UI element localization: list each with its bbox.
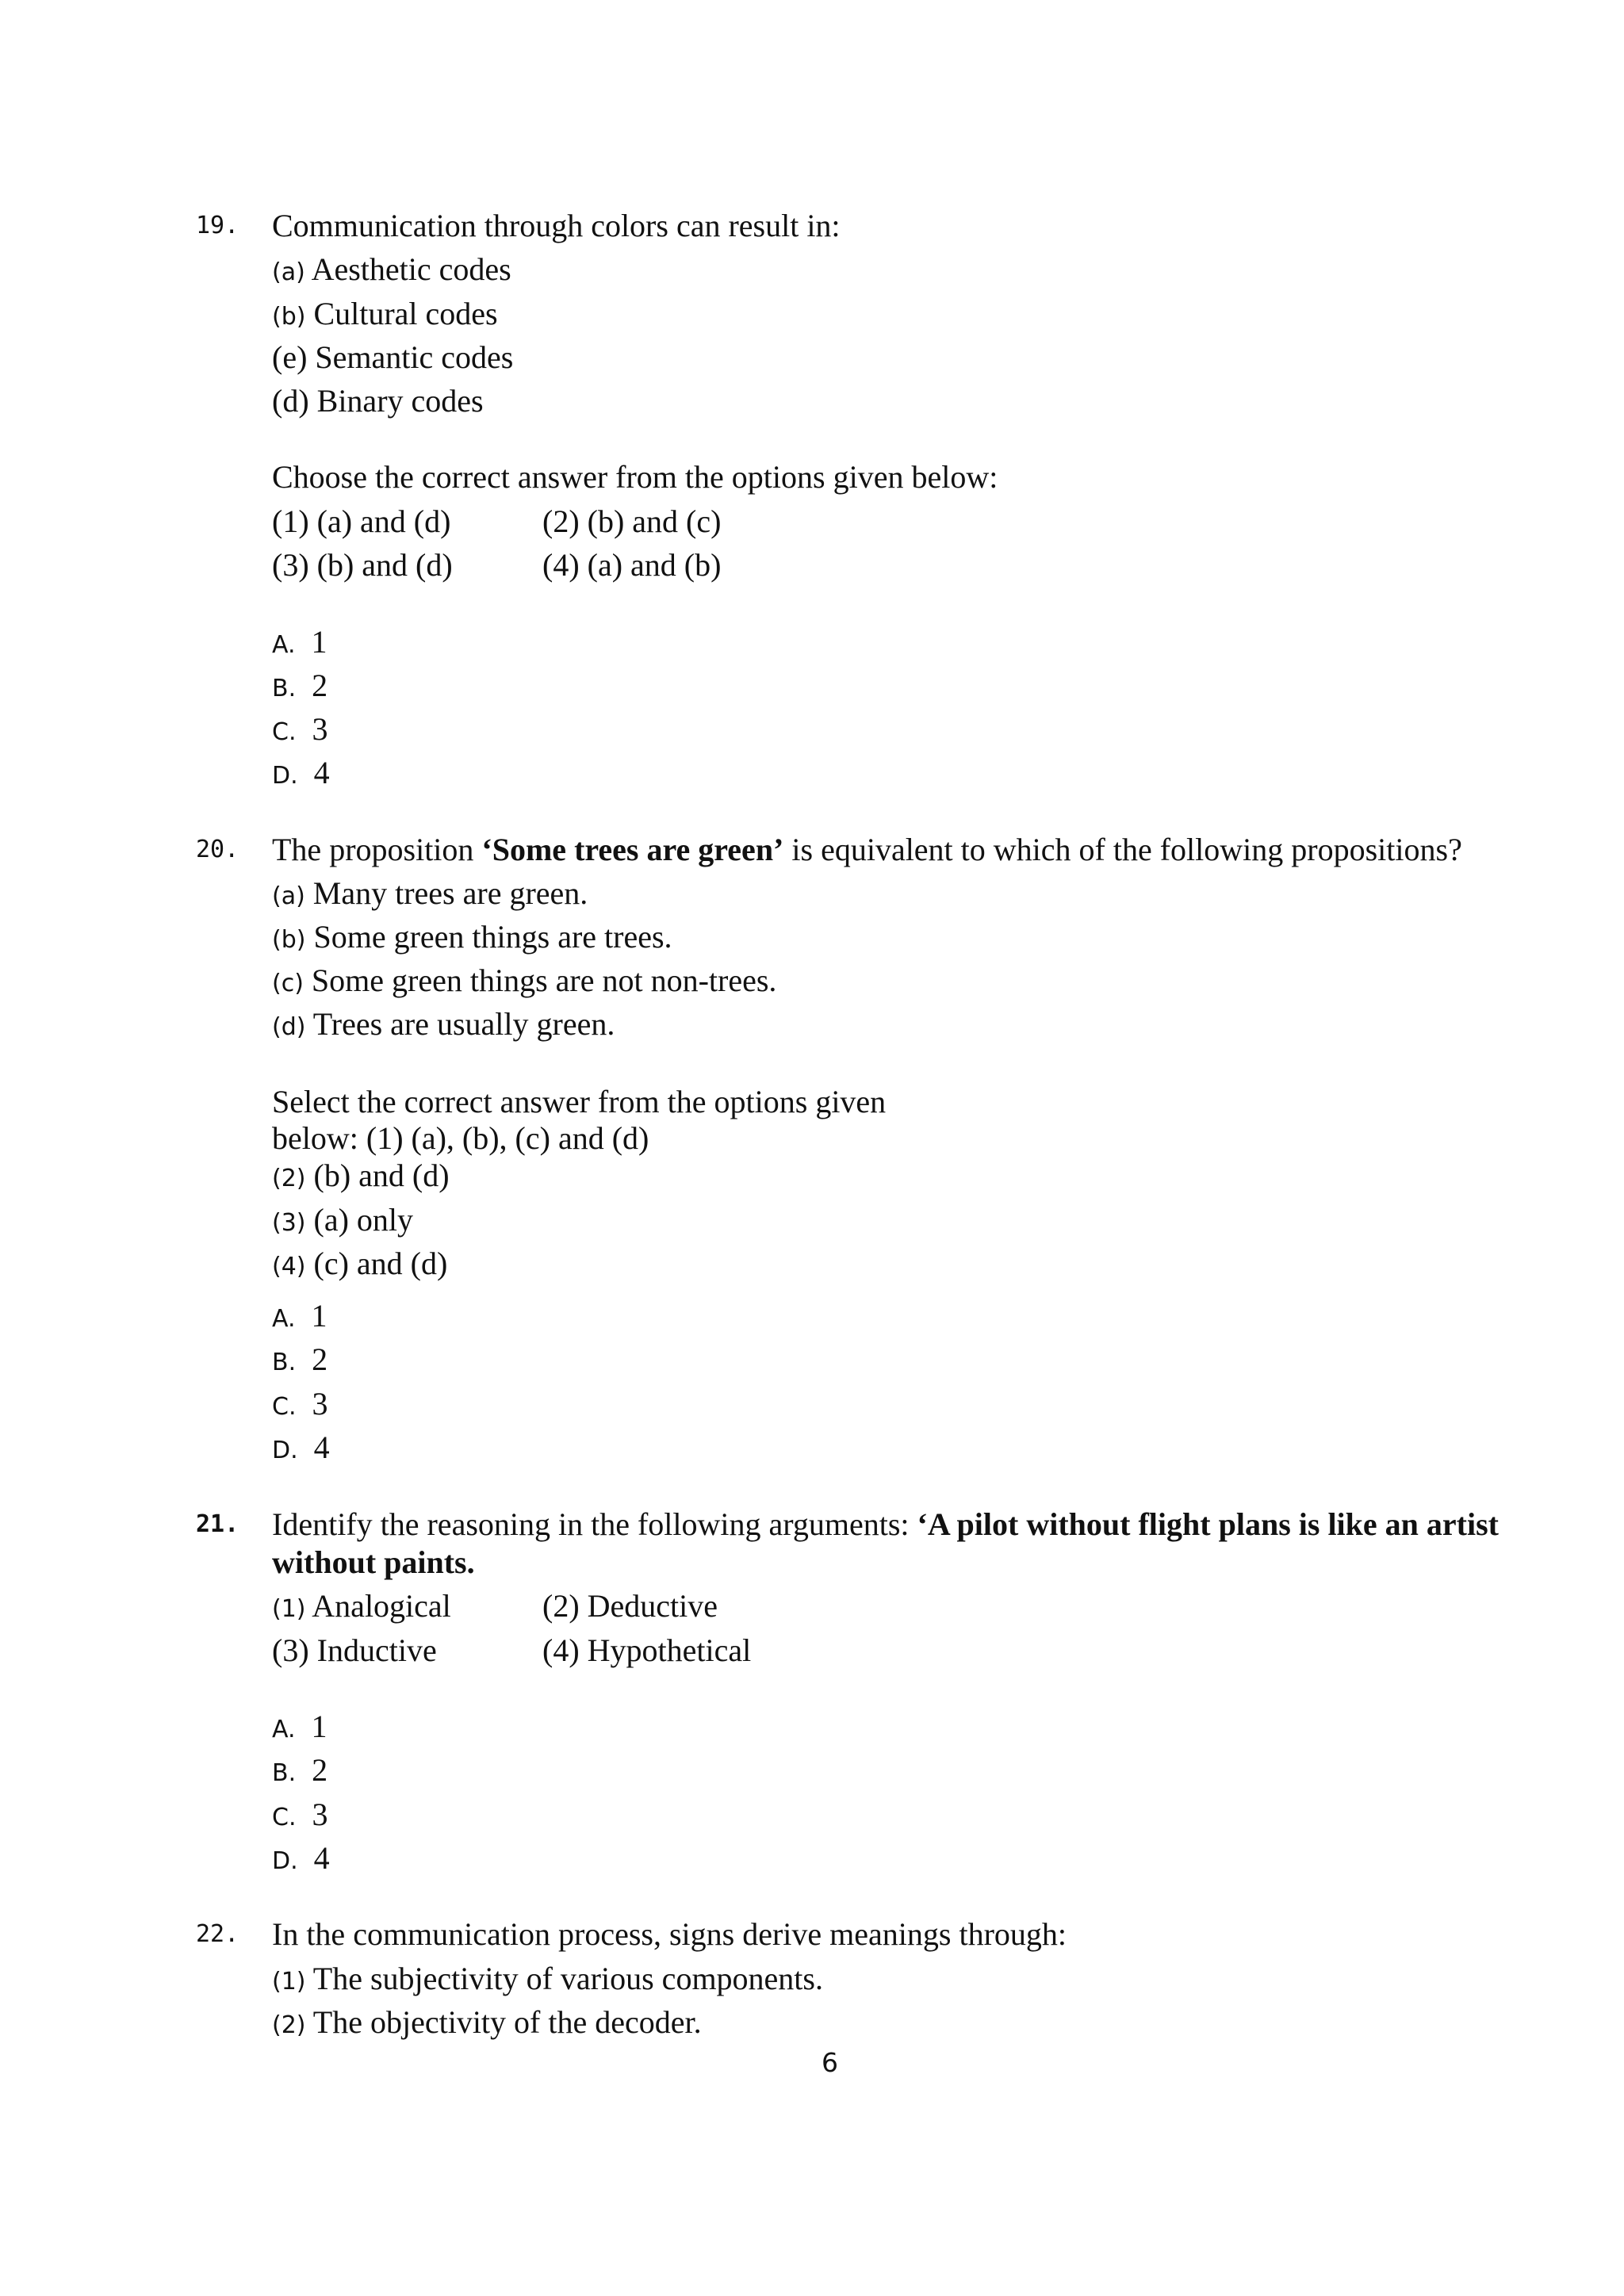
question-21-option-3: (3) Inductive [272, 1632, 437, 1668]
question-19-option-1: (1) (a) and (d) [272, 503, 451, 539]
question-20-item-d [272, 1005, 615, 1047]
question-21-option-4: (4) Hypothetical [542, 1632, 752, 1668]
question-20-instruction-line-2: below: (1) (a), (b), (c) and (d) [272, 1120, 649, 1156]
question-19-item-b [272, 295, 498, 336]
question-19-option-3: (3) (b) and (d) [272, 547, 453, 583]
option-text: The subjectivity of various components. [312, 1961, 823, 1996]
question-21-stem-continued: without paints. [272, 1544, 475, 1580]
item-text: Cultural codes [313, 296, 498, 331]
option-text: (c) and (d) [313, 1246, 448, 1281]
question-20-number: 20. [196, 836, 239, 863]
answer-label: B. [272, 675, 297, 702]
question-22-stem: In the communication process, signs derive meanings through: [272, 1916, 1067, 1952]
question-22-option-2 [272, 2003, 702, 2045]
question-20-answer-a[interactable] [272, 1297, 327, 1338]
question-19-item-d [272, 382, 484, 420]
answer-value: 1 [311, 1709, 327, 1744]
question-20-answer-d[interactable] [272, 1429, 330, 1470]
question-19-instruction: Choose the correct answer from the options given below: [272, 459, 998, 495]
question-22-number: 22. [196, 1920, 239, 1948]
stem-text: Identify the reasoning in the following arguments: [272, 1506, 917, 1542]
question-20-instruction-line-1: Select the correct answer from the options given [272, 1084, 887, 1119]
question-21-option-2: (2) Deductive [542, 1588, 718, 1624]
option-text: (b) and (d) [313, 1158, 450, 1193]
item-text: Many trees are green. [312, 875, 588, 911]
answer-label: D. [272, 762, 298, 790]
answer-value: 1 [311, 624, 327, 660]
stem-proposition: ‘Some trees are green’ [481, 832, 784, 867]
answer-value: 3 [312, 1386, 328, 1422]
item-label: (a) [272, 882, 305, 910]
answer-label: C. [272, 718, 297, 746]
question-20-option-4 [272, 1245, 447, 1286]
question-21-option-1 [272, 1587, 451, 1628]
question-20-answer-c[interactable] [272, 1385, 327, 1426]
question-19-stem: Communication through colors can result in: [272, 208, 841, 243]
item-label: (b) [272, 926, 306, 954]
question-21-answer-d[interactable] [272, 1839, 330, 1881]
item-text: (d) Binary codes [272, 383, 484, 419]
answer-value: 2 [312, 668, 328, 703]
item-text: (e) Semantic codes [272, 339, 514, 375]
option-label: (2) [272, 1165, 306, 1192]
question-21-number: 21. [196, 1510, 239, 1538]
item-text: Trees are usually green. [312, 1006, 615, 1042]
question-21-stem [272, 1506, 1499, 1544]
answer-label: B. [272, 1759, 297, 1787]
question-20-answer-b[interactable] [272, 1341, 327, 1382]
question-20-option-2 [272, 1157, 450, 1198]
question-20-item-c [272, 962, 776, 1003]
option-label: (4) [272, 1253, 306, 1280]
question-20-item-b [272, 918, 672, 959]
question-19-answer-b[interactable] [272, 667, 327, 708]
item-text: Aesthetic codes [311, 251, 511, 287]
item-text: Some green things are trees. [313, 919, 672, 955]
item-text: Some green things are not non-trees. [311, 962, 777, 998]
question-19-option-2: (2) (b) and (c) [542, 503, 722, 539]
question-19-option-4: (4) (a) and (b) [542, 547, 722, 583]
answer-value: 4 [313, 755, 330, 790]
question-20-stem [272, 831, 1462, 869]
question-20-option-3 [272, 1201, 413, 1242]
question-19-number: 19. [196, 212, 239, 239]
question-19-item-a [272, 251, 511, 292]
item-label: (c) [272, 970, 304, 997]
question-19-item-e [272, 339, 513, 377]
answer-label: D. [272, 1847, 298, 1875]
question-19-answer-c[interactable] [272, 710, 327, 752]
answer-value: 3 [312, 1797, 328, 1832]
answer-label: C. [272, 1804, 297, 1831]
page-number: 6 [822, 2047, 838, 2078]
question-21-answer-c[interactable] [272, 1796, 327, 1837]
option-label: (1) [272, 1595, 306, 1623]
answer-value: 3 [312, 711, 328, 747]
question-19-answer-a[interactable] [272, 623, 327, 664]
item-label: (d) [272, 1013, 306, 1041]
option-text: Analogical [312, 1588, 451, 1624]
option-label: (2) [272, 2011, 306, 2039]
question-21-answer-a[interactable] [272, 1708, 327, 1749]
item-label: (a) [272, 258, 305, 286]
option-label: (1) [272, 1968, 306, 1996]
stem-text: is equivalent to which of the following propositions? [783, 832, 1462, 867]
question-21-answer-b[interactable] [272, 1751, 327, 1793]
option-text: The objectivity of the decoder. [312, 2004, 702, 2040]
answer-label: C. [272, 1393, 297, 1421]
answer-value: 4 [313, 1429, 330, 1465]
answer-label: A. [272, 1716, 296, 1743]
stem-text: The proposition [272, 832, 482, 867]
stem-argument: ‘A pilot without flight plans is like an artist [917, 1506, 1499, 1542]
answer-value: 2 [312, 1341, 328, 1377]
answer-value: 2 [312, 1752, 328, 1788]
question-22-option-1 [272, 1960, 823, 2001]
question-19-answer-d[interactable] [272, 754, 330, 795]
answer-label: A. [272, 631, 296, 659]
option-label: (3) [272, 1209, 306, 1237]
answer-label: A. [272, 1305, 296, 1333]
answer-value: 1 [311, 1298, 327, 1334]
answer-label: D. [272, 1437, 298, 1464]
answer-value: 4 [313, 1840, 330, 1876]
question-20-item-a [272, 874, 588, 916]
answer-label: B. [272, 1349, 297, 1376]
item-label: (b) [272, 303, 306, 331]
option-text: (a) only [313, 1202, 414, 1238]
